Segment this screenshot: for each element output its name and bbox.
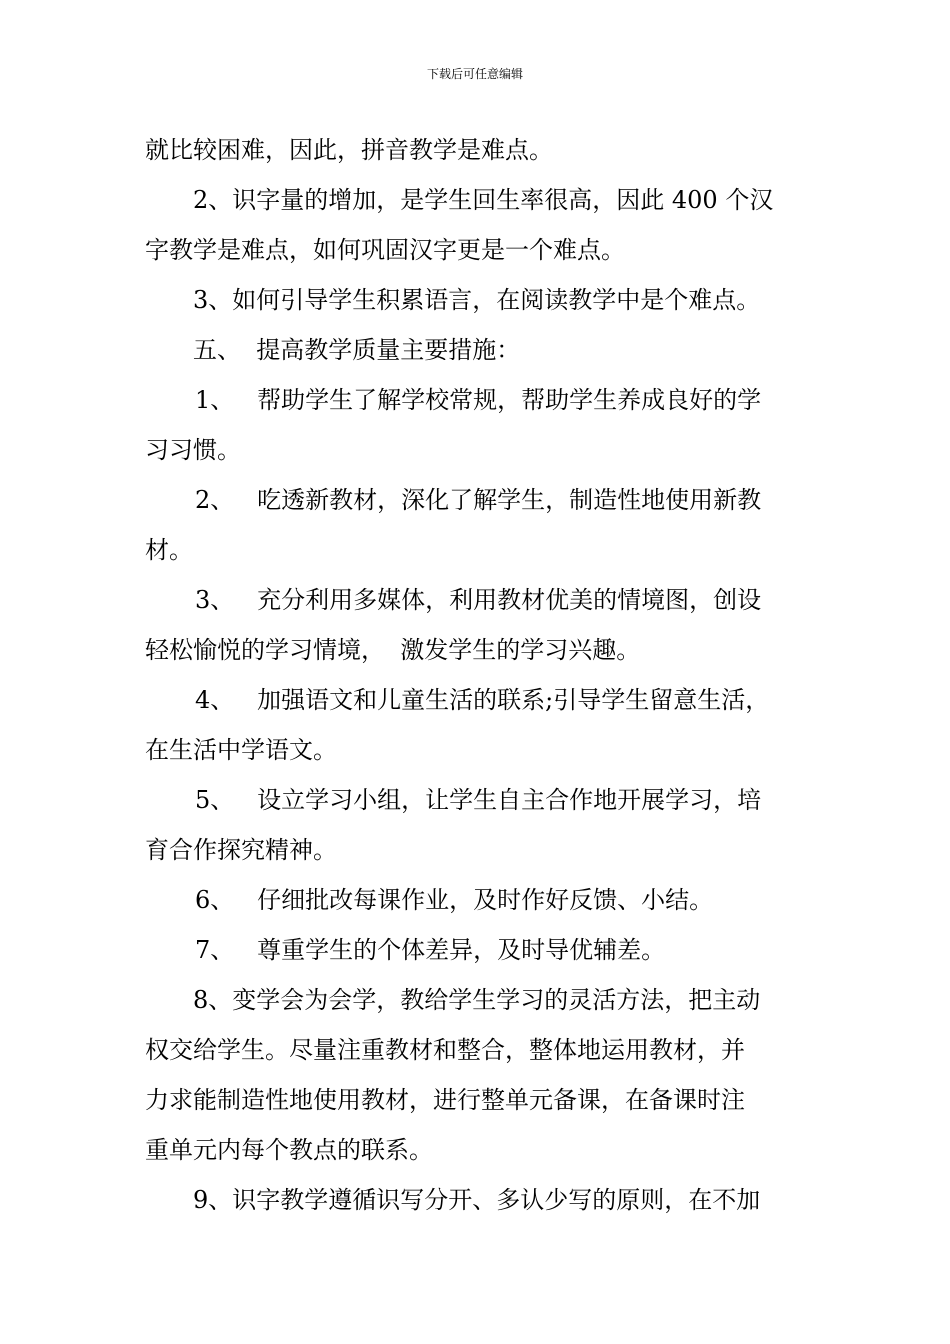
text-line: 在生活中学语文。 — [145, 736, 337, 764]
text-line: 育合作探究精神。 — [145, 836, 337, 864]
text-line: 6、 仔细批改每课作业，及时作好反馈、小结。 — [195, 886, 714, 914]
text-line: 3、如何引导学生积累语言，在阅读教学中是个难点。 — [193, 286, 761, 314]
page-header: 下载后可任意编辑 — [426, 67, 523, 81]
text-line: 习习惯。 — [145, 436, 241, 464]
text-line: 就比较困难，因此，拼音教学是难点。 — [145, 136, 553, 164]
section-heading: 五、 提高教学质量主要措施： — [193, 336, 521, 364]
text-line: 9、识字教学遵循识写分开、多认少写的原则，在不加 — [193, 1186, 761, 1214]
text-line: 7、 尊重学生的个体差异，及时导优辅差。 — [195, 936, 666, 964]
text-line: 8、变学会为会学，教给学生学习的灵活方法，把主动 — [193, 986, 761, 1014]
text-line: 权交给学生。尽量注重教材和整合，整体地运用教材，并 — [145, 1036, 745, 1064]
text-line: 材。 — [145, 536, 193, 564]
text-line: 重单元内每个教点的联系。 — [145, 1136, 433, 1164]
text-line: 轻松愉悦的学习情境， 激发学生的学习兴趣。 — [145, 636, 641, 664]
text-line: 2、识字量的增加，是学生回生率很高，因此 400 个汉 — [193, 186, 774, 214]
text-line: 3、 充分利用多媒体，利用教材优美的情境图，创设 — [195, 586, 762, 614]
text-line: 力求能制造性地使用教材，进行整单元备课，在备课时注 — [145, 1086, 745, 1114]
text-line: 1、 帮助学生了解学校常规，帮助学生养成良好的学 — [195, 386, 762, 414]
text-line: 字教学是难点，如何巩固汉字更是一个难点。 — [145, 236, 625, 264]
text-line: 5、 设立学习小组，让学生自主合作地开展学习，培 — [195, 786, 762, 814]
document-body — [145, 125, 805, 1225]
text-line: 2、 吃透新教材，深化了解学生，制造性地使用新教 — [195, 486, 762, 514]
text-line: 4、 加强语文和儿童生活的联系;引导学生留意生活， — [195, 686, 770, 714]
